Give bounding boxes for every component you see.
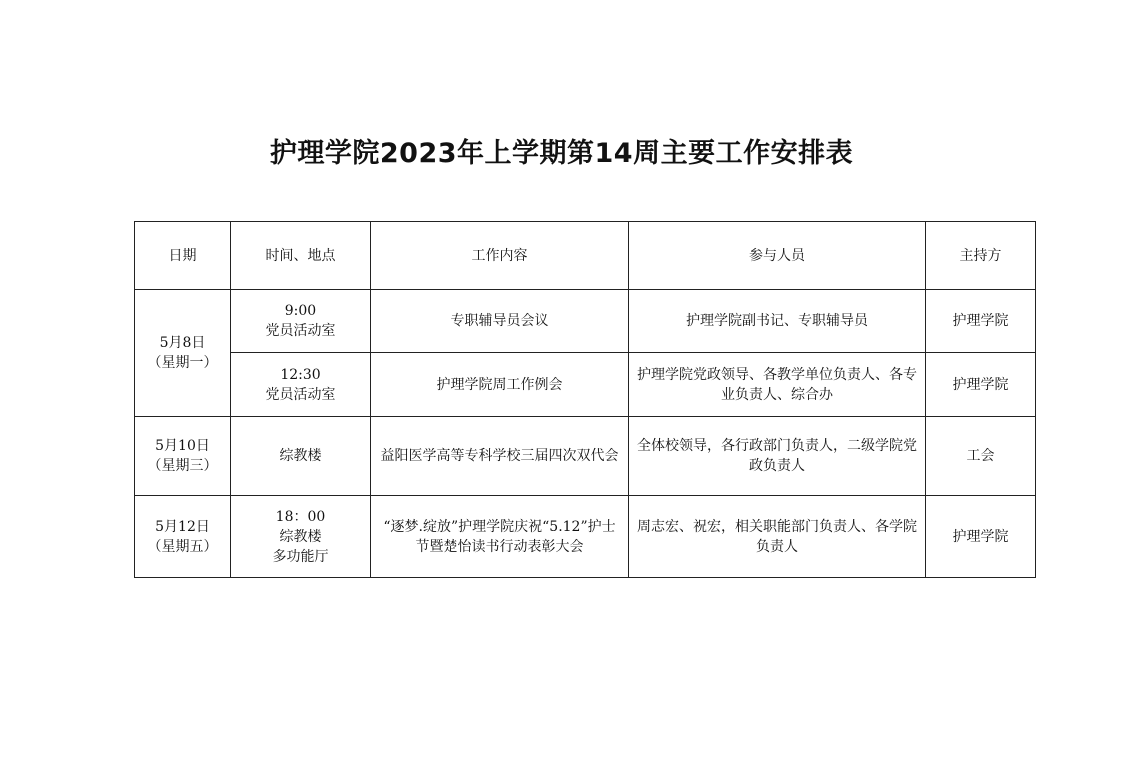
cell-participants: 护理学院副书记、专职辅导员 <box>629 290 926 353</box>
place-text: 党员活动室 <box>265 323 336 339</box>
cell-host: 护理学院 <box>926 496 1036 578</box>
cell-content: 护理学院周工作例会 <box>371 353 629 417</box>
header-host: 主持方 <box>926 222 1036 290</box>
table-row <box>135 353 1036 417</box>
cell-date <box>135 496 231 578</box>
cell-host: 护理学院 <box>926 290 1036 353</box>
weekday-text: （星期三） <box>147 458 218 474</box>
cell-content: “逐梦.绽放”护理学院庆祝“5.12”护士节暨楚怡读书行动表彰大会 <box>371 496 629 578</box>
cell-host: 工会 <box>926 417 1036 496</box>
date-text: 5月12日 <box>155 518 210 535</box>
cell-date <box>135 290 231 417</box>
page-title: 护理学院2023年上学期第14周主要工作安排表 <box>269 138 854 169</box>
date-text: 5月8日 <box>159 335 206 351</box>
cell-time-place <box>231 290 371 353</box>
room-text: 多功能厅 <box>272 548 329 565</box>
place-text: 综教楼 <box>279 448 322 464</box>
weekday-text: （星期五） <box>147 538 218 555</box>
place-text: 党员活动室 <box>265 386 336 403</box>
place-text: 综教楼 <box>279 528 322 545</box>
table-row <box>135 290 1036 353</box>
cell-time-place <box>231 496 371 578</box>
header-participants: 参与人员 <box>629 222 926 290</box>
table-row <box>135 496 1036 578</box>
time-text: 9:00 <box>284 303 317 319</box>
cell-host: 护理学院 <box>926 353 1036 417</box>
weekday-text: （星期一） <box>147 355 218 371</box>
time-text: 18：00 <box>275 508 326 525</box>
cell-time-place <box>231 417 371 496</box>
date-text: 5月10日 <box>155 438 210 454</box>
cell-date <box>135 417 231 496</box>
table-row <box>135 417 1036 496</box>
cell-participants: 周志宏、祝宏，相关职能部门负责人、各学院负责人 <box>629 496 926 578</box>
header-content: 工作内容 <box>371 222 629 290</box>
schedule-table <box>134 221 1036 578</box>
header-time-place: 时间、地点 <box>231 222 371 290</box>
cell-content: 益阳医学高等专科学校三届四次双代会 <box>371 417 629 496</box>
table-header-row <box>135 222 1036 290</box>
cell-time-place <box>231 353 371 417</box>
cell-participants: 全体校领导，各行政部门负责人，二级学院党政负责人 <box>629 417 926 496</box>
cell-content: 专职辅导员会议 <box>371 290 629 353</box>
cell-participants: 护理学院党政领导、各教学单位负责人、各专业负责人、综合办 <box>629 353 926 417</box>
time-text: 12:30 <box>280 366 321 383</box>
header-date: 日期 <box>135 222 231 290</box>
